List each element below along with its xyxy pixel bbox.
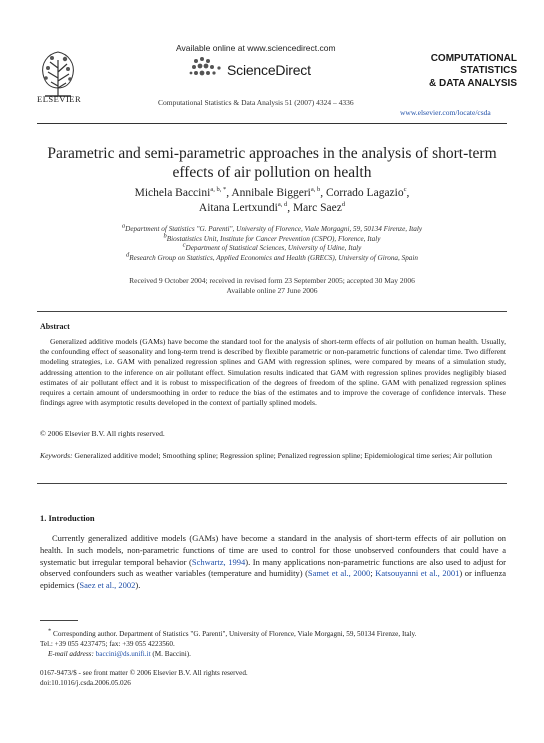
- keywords-label: Keywords:: [40, 451, 73, 460]
- author-affiliation-mark[interactable]: a, b: [310, 186, 321, 194]
- footnote-mark: *: [48, 627, 52, 635]
- abstract-text: Generalized additive models (GAMs) have become the standard tool for the analysis of short-term effects of air pollution on human health. Usually, the confounding effect of seasonality and long-term trend is described by flexible parametric or non-parametric functions of calendar time. Two different modeling strategies, i.e. GAM with penalized regression splines and GAM with regression splines, were compared by means of a simulation study, addressing attention to the inference on air pollutant effect. Simulation results indicated that GAM with regression splines provides negligibly biased estimates of air pollutant effect and it is robust to misspecification of the degrees of freedom of the spline. GAM with penalized regression splines requires a certain amount of undersmoothing in order to reduce the bias of the estimates and to improve the coverage of confidence intervals. These findings agree with asymptotic results developed in the context of partially splined models.: [40, 337, 506, 408]
- section-heading: 1. Introduction: [40, 513, 95, 523]
- author-affiliation-mark[interactable]: c: [403, 186, 407, 194]
- intro-text: ).: [135, 580, 141, 591]
- email-label: E-mail address:: [48, 650, 94, 658]
- keywords-text: Generalized additive model; Smoothing spline; Regression spline; Penalized regression spline; Epidemiological time series; Air pollution: [74, 451, 493, 460]
- abstract-top-divider: [37, 311, 507, 312]
- intro-text: ;: [370, 568, 376, 579]
- journal-name-line: COMPUTATIONAL: [430, 53, 517, 64]
- affiliation-text: Biostatistics Unit, Institute for Cancer Prevention (CSPO), Florence, Italy: [166, 234, 381, 243]
- intro-text: Currently generalized additive models (GAMs) have become a standard in the analysis of short-term effects of air pollution on health. In such models, non-parametric functions of time are used to control for those unobserved confounders that could have a systematic but irregular temporal behavior (: [40, 533, 506, 567]
- affiliation: [40, 244, 504, 254]
- abstract-body: [40, 337, 506, 408]
- affiliation-text: Research Group on Statistics, Applied Economics and Health (GRECS), University of Girona, Spain: [129, 254, 418, 263]
- journal-citation: Computational Statistics & Data Analysis 51 (2007) 4324 – 4336: [158, 98, 354, 107]
- footnote-email-line: [40, 649, 506, 659]
- author-affiliation-mark[interactable]: d: [341, 201, 346, 209]
- header-divider: [37, 123, 507, 124]
- journal-name-line: STATISTICS: [460, 65, 517, 77]
- affiliation-text: Department of Statistics "G. Parenti", University of Florence, Viale Morgagni, 59, 50134 Firenze, Italy: [125, 225, 423, 233]
- affiliation-text: Department of Statistical Sciences, University of Udine, Italy: [185, 244, 362, 253]
- citation-link[interactable]: Katsouyanni et al., 2001: [375, 568, 460, 579]
- footnote-phone: Tel.: +39 055 4237475; fax: +39 055 4223560.: [40, 640, 175, 648]
- affiliation-mark: d: [126, 251, 130, 259]
- journal-url-link[interactable]: www.elsevier.com/locate/csda: [400, 108, 491, 117]
- footnote-text: Corresponding author. Department of Statistics "G. Parenti", University of Florence, Viale Morgagni, 59, 50134 Firenze, Italy.: [53, 630, 417, 638]
- email-link[interactable]: baccini@ds.unifi.it: [95, 650, 151, 658]
- author-name: Annibale Biggeri: [231, 187, 311, 199]
- email-suffix: (M. Baccini).: [150, 650, 191, 658]
- issn-line: 0167-9473/$ - see front matter © 2006 Elsevier B.V. All rights reserved.: [40, 669, 248, 677]
- online-date: Available online 27 June 2006: [226, 285, 318, 295]
- keywords: [40, 451, 506, 461]
- abstract-heading: Abstract: [40, 322, 70, 331]
- introduction-paragraph: [40, 533, 506, 592]
- author-name: Corrado Lagazio: [326, 187, 404, 199]
- sciencedirect-brand[interactable]: ScienceDirect: [227, 62, 311, 78]
- publisher-name: ELSEVIER: [37, 94, 82, 104]
- author-name: Michela Baccini: [134, 187, 211, 199]
- citation-link[interactable]: Saez et al., 2002: [79, 580, 136, 591]
- paper-title: Parametric and semi-parametric approaches in the analysis of short-term effects of air pollution on health: [47, 145, 497, 181]
- article-dates: [40, 276, 504, 295]
- affiliation-list: [40, 222, 504, 264]
- journal-name-line: & DATA ANALYSIS: [429, 77, 517, 89]
- copyright-line: © 2006 Elsevier B.V. All rights reserved.: [40, 429, 165, 438]
- affiliation-mark: b: [163, 232, 167, 240]
- affiliation-mark: a: [121, 222, 126, 230]
- introduction-body: [40, 533, 506, 592]
- corresponding-author-footnote: [40, 629, 506, 659]
- available-online-text: Available online at www.sciencedirect.com: [176, 43, 336, 53]
- affiliation-mark: c: [182, 242, 186, 250]
- author-name: Marc Saez: [292, 202, 342, 214]
- abstract-bottom-divider: [37, 483, 507, 484]
- author-affiliation-mark[interactable]: a, d: [277, 201, 288, 209]
- intro-text: ) or influenza epidemics (: [40, 568, 506, 591]
- affiliation: [40, 232, 504, 245]
- intro-text: ). In many applications non-parametric functions are also used to adjust for observed confounders such as weather variables (temperature and humidity) (: [40, 556, 506, 579]
- front-matter-info: [40, 668, 248, 688]
- affiliation: [40, 251, 504, 264]
- received-dates: Received 9 October 2004; received in revised form 23 September 2005; accepted 30 May 2006: [129, 276, 415, 285]
- author-name: Aitana Lertxundi: [198, 202, 278, 214]
- footnote-line: [40, 629, 506, 639]
- affiliation: [40, 222, 504, 235]
- footnote-divider: [40, 620, 78, 621]
- author-affiliation-mark[interactable]: a, b, *: [210, 186, 227, 194]
- citation-link[interactable]: Schwartz, 1994: [191, 556, 246, 567]
- author-list: Michela Baccini$^{a, b, *}$, Annibale Biggeri$^{a, b}$, Corrado Lagazio$^c$, Aitana Lertxundi$^{a, d}$, Marc Saez$^d$: [134, 186, 410, 214]
- doi-line: doi:10.1016/j.csda.2006.05.026: [40, 679, 131, 687]
- citation-link[interactable]: Samet et al., 2000: [307, 568, 371, 579]
- journal-name: [425, 53, 517, 90]
